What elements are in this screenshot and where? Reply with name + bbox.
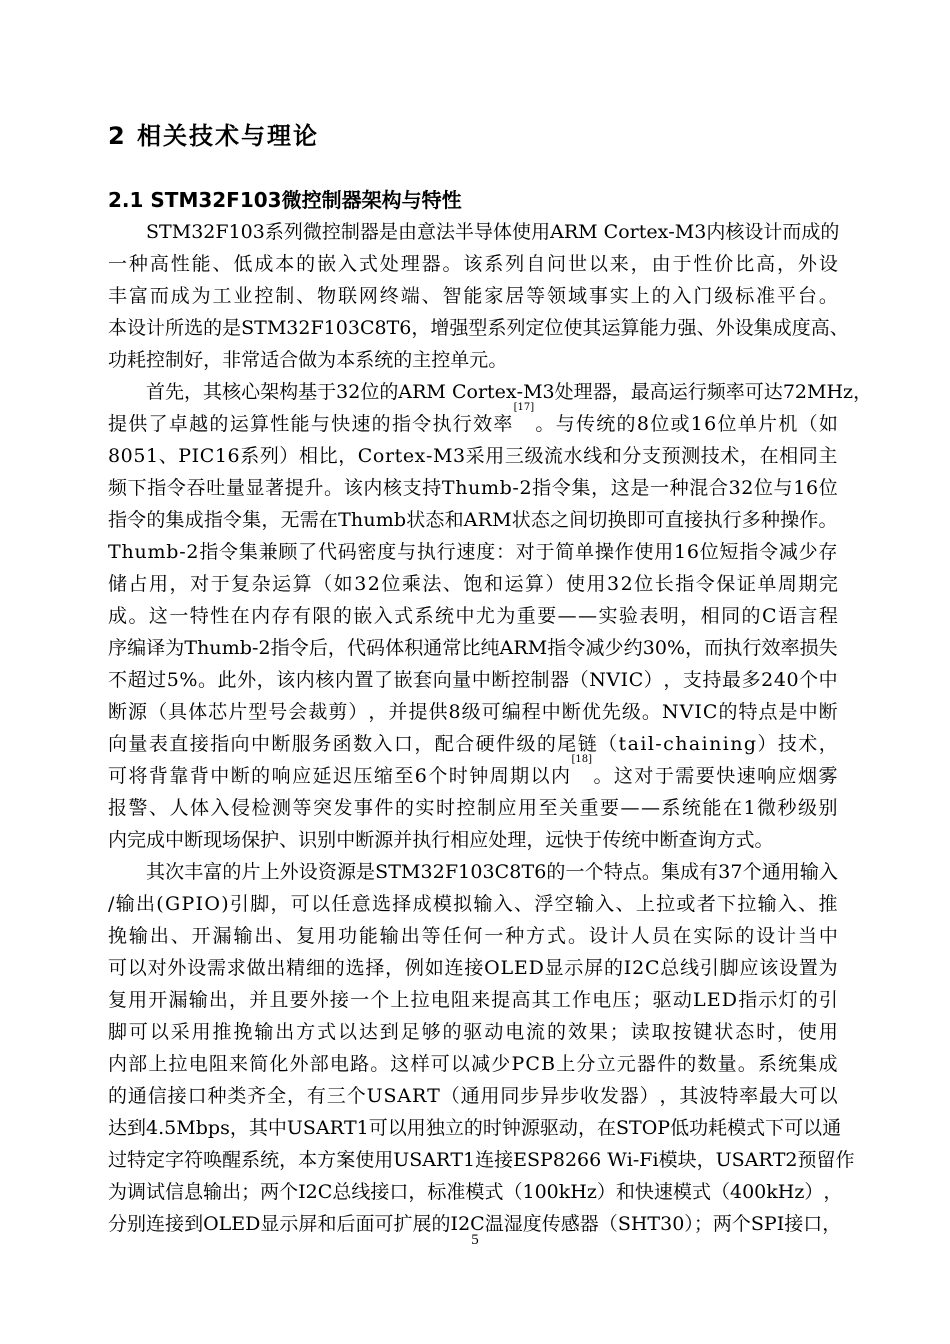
text-line: 报 警 、 人 体 入 侵 检 测 等 突 发 事 件 的 实 时 控 制 应 用 至 关 重 要 — — 系 统 能 在 1 微 秒 级 别 <box>108 797 838 819</box>
text-line: 内 部 上 拉 电 阻 来 简 化 外 部 电 路 。 这 样 可 以 减 少 P C B 上 分 立 元 器 件 的 数 量 。 系 统 集 成 <box>108 1053 838 1075</box>
text-line: 一 种 高 性 能 、 低 成 本 的 嵌 入 式 处 理 器 。 该 系 列 自 问 世 以 来 ， 由 于 性 价 比 高 ， 外 设 <box>108 253 838 275</box>
text-line: 分别连接到OLED显示屏和后面可扩展的I2C温湿度传感器（SHT30）；两个SPI接口， <box>108 1213 842 1235</box>
text-line: 断 源 （ 具 体 芯 片 型 号 会 裁 剪 ） ， 并 提 供 8 级 可 编 程 中 断 优 先 级 。 N V I C 的 特 点 是 中 断 <box>108 701 838 723</box>
paragraph-intro <box>108 216 849 376</box>
text-line: 可 以 对 外 设 需 求 做 出 精 细 的 选 择 ， 例 如 连 接 O L E D 显 示 屏 的 I 2 C 总 线 引 脚 应 该 设 置 为 <box>108 957 838 979</box>
text-line: 其 次 丰 富 的 片 上 外 设 资 源 是 S T M 3 2 F 1 0 3 C 8 T 6 的 一 个 特 点 。 集 成 有 3 7 个 通 用 输 入 <box>146 861 838 883</box>
text-line: 成 。 这 一 特 性 在 内 存 有 限 的 嵌 入 式 系 统 中 尤 为 重 要 — — 实 验 表 明 ， 相 同 的 C 语 言 程 <box>108 605 838 627</box>
section-title: 2.1 STM32F103微控制器架构与特性 <box>108 188 462 212</box>
text-line: 不 超 过 5 % 。 此 外 ， 该 内 核 内 置 了 嵌 套 向 量 中 断 控 制 器 （ N V I C ） ， 支 持 最 多 2 4 0 个 中 <box>108 669 838 691</box>
text-line: 可 将 背 靠 背 中 断 的 响 应 延 迟 压 缩 至 6 个 时 钟 周 期 以 内 [18] 。 这 对 于 需 要 快 速 响 应 烟 雾 <box>108 754 838 787</box>
text-line: 内完成中断现场保护、识别中断源并执行相应处理，远快于传统中断查询方式。 <box>108 829 774 851</box>
text-line: 为 调 试 信 息 输 出 ； 两 个 I 2 C 总 线 接 口 ， 标 准 模 式 （ 1 0 0 k H z ） 和 快 速 模 式 （ 4 0 0 k H z ） ， <box>108 1181 843 1203</box>
text-line: 过 特 定 字 符 唤 醒 系 统 ， 本 方 案 使 用 U S A R T 1 连 接 E S P 8 2 6 6 W i - F i 模 块 ， U S A R T 2 预 留 作 <box>108 1149 855 1171</box>
text-line: 指 令 的 集 成 指 令 集 ， 无 需 在 T h u m b 状 态 和 A R M 状 态 之 间 切 换 即 可 直 接 执 行 多 种 操 作 。 <box>108 509 838 531</box>
text-line: 频 下 指 令 吞 吐 量 显 著 提 升 。 该 内 核 支 持 T h u m b - 2 指 令 集 ， 这 是 一 种 混 合 3 2 位 与 1 6 位 <box>108 477 838 499</box>
text-line: S T M 3 2 F 1 0 3 系 列 微 控 制 器 是 由 意 法 半 导 体 使 用 A R M C o r t e x - M 3 内 核 设 计 而 成 的 <box>146 221 840 243</box>
text-line: 序 编 译 为 T h u m b - 2 指 令 后 ， 代 码 体 积 通 常 比 纯 A R M 指 令 减 少 约 3 0 % ， 而 执 行 效 率 损 失 <box>108 637 838 659</box>
text-line: 向 量 表 直 接 指 向 中 断 服 务 函 数 入 口 ， 配 合 硬 件 级 的 尾 链 （ t a i l - c h a i n i n g ） 技 术 ， <box>108 733 838 755</box>
text-line: 脚 可 以 采 用 推 挽 输 出 方 式 以 达 到 足 够 的 驱 动 电 流 的 效 果 ； 读 取 按 键 状 态 时 ， 使 用 <box>108 1021 838 1043</box>
text-line: / 输 出 ( G P I O ) 引 脚 ， 可 以 任 意 选 择 成 模 拟 输 入 、 浮 空 输 入 、 上 拉 或 者 下 拉 输 入 、 推 <box>108 893 838 915</box>
text-line: 储 占 用 ， 对 于 复 杂 运 算 （ 如 3 2 位 乘 法 、 饱 和 运 算 ） 使 用 3 2 位 长 指 令 保 证 单 周 期 完 <box>108 573 838 595</box>
paragraph-peripherals <box>108 856 855 1240</box>
paragraph-core-architecture <box>108 376 873 856</box>
page-number: 5 <box>471 1232 479 1248</box>
text-line: 功耗控制好，非常适合做为本系统的主控单元。 <box>108 349 508 371</box>
text-line: T h u m b - 2 指 令 集 兼 顾 了 代 码 密 度 与 执 行 速 度 ： 对 于 简 单 操 作 使 用 1 6 位 短 指 令 减 少 存 <box>108 541 838 563</box>
text-line: 挽 输 出 、 开 漏 输 出 、 复 用 功 能 输 出 等 任 何 一 种 方 式 。 设 计 人 员 在 实 际 的 设 计 当 中 <box>108 925 838 947</box>
chapter-title: 2 相关技术与理论 <box>108 122 320 150</box>
text-line: 达 到 4 . 5 M b p s ， 其 中 U S A R T 1 可 以 用 独 立 的 时 钟 源 驱 动 ， 在 S T O P 低 功 耗 模 式 下 可 以 通 <box>108 1117 842 1139</box>
text-line: 的 通 信 接 口 种 类 齐 全 ， 有 三 个 U S A R T （ 通 用 同 步 异 步 收 发 器 ） ， 其 波 特 率 最 大 可 以 <box>108 1085 838 1107</box>
text-line: 首 先 ， 其 核 心 架 构 基 于 3 2 位 的 A R M C o r t e x - M 3 处 理 器 ， 最 高 运 行 频 率 可 达 7 2 M H z ， <box>146 381 873 403</box>
text-line: 本 设 计 所 选 的 是 S T M 3 2 F 1 0 3 C 8 T 6 ， 增 强 型 系 列 定 位 使 其 运 算 能 力 强 、 外 设 集 成 度 高 、 <box>108 317 849 339</box>
text-line: 复 用 开 漏 输 出 ， 并 且 要 外 接 一 个 上 拉 电 阻 来 提 高 其 工 作 电 压 ； 驱 动 L E D 指 示 灯 的 引 <box>108 989 838 1011</box>
text-line: 丰 富 而 成 为 工 业 控 制 、 物 联 网 终 端 、 智 能 家 居 等 领 域 事 实 上 的 入 门 级 标 准 平 台 。 <box>108 285 838 307</box>
text-line: 提 供 了 卓 越 的 运 算 性 能 与 快 速 的 指 令 执 行 效 率 [17] 。 与 传 统 的 8 位 或 1 6 位 单 片 机 （ 如 <box>108 402 838 435</box>
text-line: 8 0 5 1 、 P I C 1 6 系 列 ） 相 比 ， C o r t e x - M 3 采 用 三 级 流 水 线 和 分 支 预 测 技 术 ， 在 相 同 主 <box>108 445 838 467</box>
